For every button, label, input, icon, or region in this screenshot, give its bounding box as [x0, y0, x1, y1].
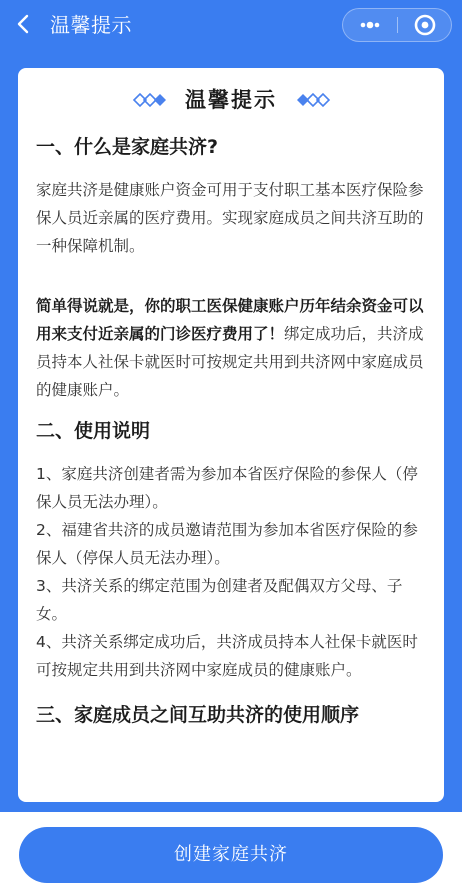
chevron-left-icon: [10, 10, 38, 38]
close-mini-program-button[interactable]: [398, 9, 452, 41]
card-title: 温馨提示: [185, 88, 277, 112]
back-button[interactable]: [10, 10, 38, 38]
card-content: [36, 134, 431, 744]
list-item: 4、共济关系绑定成功后，共济成员持本人社保卡就医时可按规定共用到共济网中家庭成员的健康账户。: [36, 633, 418, 679]
list-item: 1、家庭共济创建者需为参加本省医疗保险的参保人（停保人员无法办理）。: [36, 465, 418, 511]
target-close-icon: [398, 9, 452, 41]
section-paragraph: 家庭共济是健康账户资金可用于支付职工基本医疗保险参保人员近亲属的医疗费用。实现家庭成员之间共济互助的一种保障机制。: [36, 181, 424, 255]
tips-card: [18, 68, 444, 802]
more-dots-icon: [343, 9, 397, 41]
card-header: [18, 82, 444, 116]
top-navigation-bar: [0, 0, 462, 52]
footer-bar: [0, 812, 462, 889]
diamond-chain-icon: [291, 92, 331, 108]
page-title: 温馨提示: [50, 13, 132, 37]
list-item: 2、福建省共济的成员邀请范围为参加本省医疗保险的参保人（停保人员无法办理）。: [36, 521, 418, 567]
section-paragraph-highlight: [36, 292, 431, 404]
paragraph-text: 绑定成功后，共济成员持本人社保卡就医时可按规定共用到共济网中家庭成员的健康账户。: [36, 325, 424, 399]
highlight-text: 简单得说就是，你的职工医保健康账户历年结余资金可以用来支付近亲属的门诊医疗费用了！: [36, 297, 424, 343]
more-button[interactable]: [343, 9, 397, 41]
mini-program-capsule: [342, 8, 452, 42]
create-family-sharing-button[interactable]: 创建家庭共济: [19, 827, 443, 883]
section-title: 三、家庭成员之间互助共济的使用顺序: [36, 704, 360, 726]
section-title: 二、使用说明: [36, 420, 151, 442]
section-title: 一、什么是家庭共济?: [36, 136, 219, 158]
list-item: 3、共济关系的绑定范围为创建者及配偶双方父母、子女。: [36, 577, 403, 623]
